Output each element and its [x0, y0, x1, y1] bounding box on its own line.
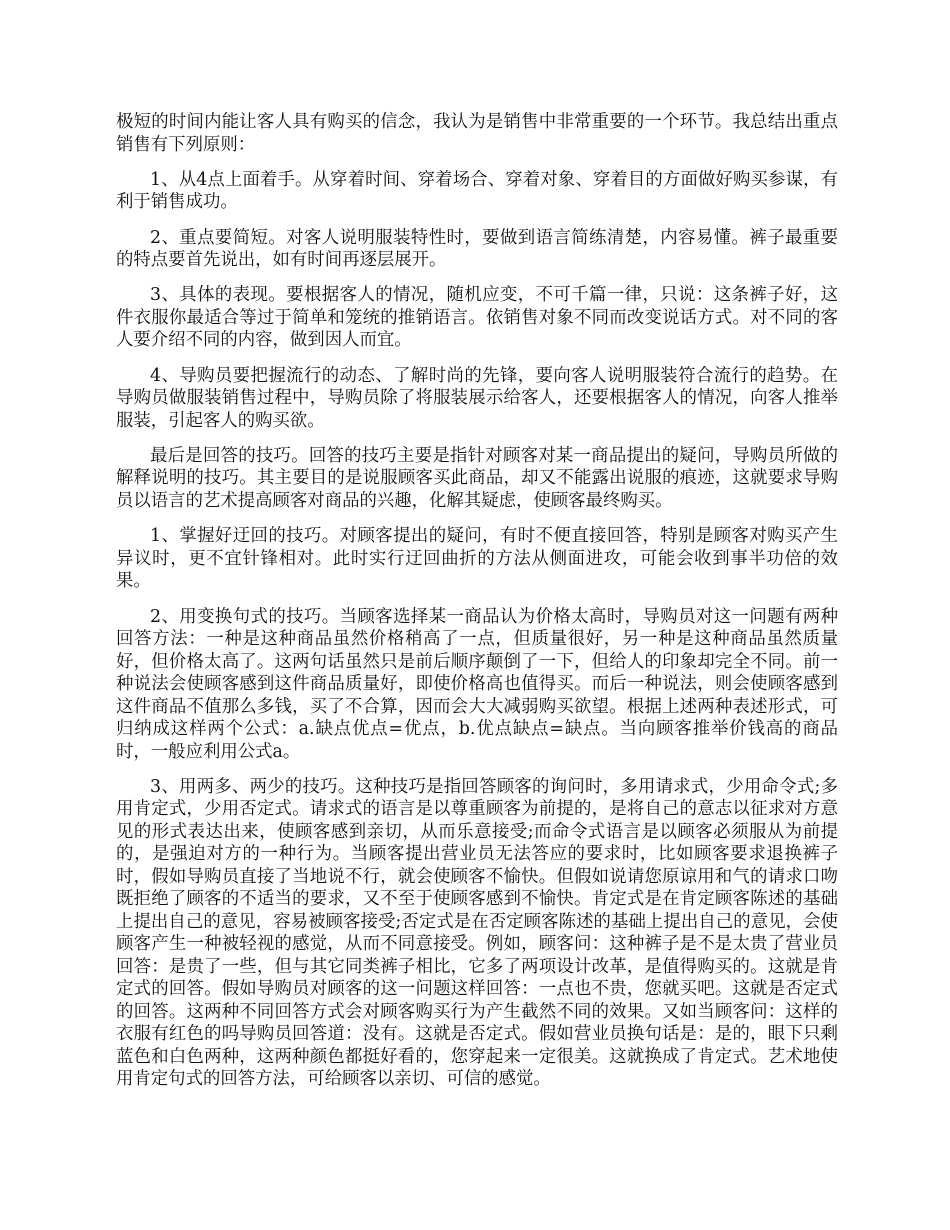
- paragraph-principle-4: 4、导购员要把握流行的动态、了解时尚的先锋，要向客人说明服装符合流行的趋势。在导购员做服装销售过程中，导购员除了将服装展示给客人，还要根据客人的情况，向客人推举服装，引起客人的购买欲。: [116, 365, 838, 431]
- document-body: [116, 111, 838, 1104]
- paragraph-answer-skills: 最后是回答的技巧。回答的技巧主要是指针对顾客对某一商品提出的疑问，导购员所做的解释说明的技巧。其主要目的是说服顾客买此商品，却又不能露出说服的痕迹，这就要求导购员以语言的艺术提高顾客对商品的兴趣，化解其疑虑，使顾客最终购买。: [116, 445, 838, 511]
- paragraph-skill-3: 3、用两多、两少的技巧。这种技巧是指回答顾客的询问时，多用请求式，少用命令式;多用肯定式，少用否定式。请求式的语言是以尊重顾客为前提的，是将自己的意志以征求对方意见的形式表达出来，使顾客感到亲切，从而乐意接受;而命令式语言是以顾客必须服从为前提的，是强迫对方的一种行为。当顾客提出营业员无法答应的要求时，比如顾客要求退换裤子时，假如导购员直接了当地说不行，就会使顾客不愉快。但假如说请您原谅用和气的请求口吻既拒绝了顾客的不适当的要求，又不至于使顾客感到不愉快。肯定式是在肯定顾客陈述的基础上提出自己的意见，容易被顾客接受;否定式是在否定顾客陈述的基础上提出自己的意见，会使顾客产生一种被轻视的感觉，从而不同意接受。例如，顾客问：这种裤子是不是太贵了营业员回答：是贵了一些，但与其它同类裤子相比，它多了两项设计改革，是值得购买的。这就是肯定式的回答。假如导购员对顾客的这一问题这样回答：一点也不贵，您就买吧。这就是否定式的回答。这两种不同回答方式会对顾客购买行为产生截然不同的效果。又如当顾客问：这样的衣服有红色的吗导购员回答道：没有。这就是否定式。假如营业员换句话是：是的，眼下只剩蓝色和白色两种，这两种颜色都挺好看的，您穿起来一定很美。这就换成了肯定式。艺术地使用肯定句式的回答方法，可给顾客以亲切、可信的感觉。: [116, 776, 838, 1090]
- paragraph-intro: 极短的时间内能让客人具有购买的信念，我认为是销售中非常重要的一个环节。我总结出重点销售有下列原则：: [116, 112, 838, 155]
- paragraph-principle-3: 3、具体的表现。要根据客人的情况，随机应变，不可千篇一律，只说：这条裤子好，这件衣服你最适合等过于简单和笼统的推销语言。依销售对象不同而改变说话方式。对不同的客人要介绍不同的内容，做到因人而宜。: [116, 285, 838, 351]
- paragraph-skill-2: 2、用变换句式的技巧。当顾客选择某一商品认为价格太高时，导购员对这一问题有两种回答方法：一种是这种商品虽然价格稍高了一点，但质量很好，另一种是这种商品虽然质量好，但价格太高了。这两句话虽然只是前后顺序颠倒了一下，但给人的印象却完全不同。前一种说法会使顾客感到这件商品质量好，即使价格高也值得买。而后一种说法，则会使顾客感到这件商品不值那么多钱，买了不合算，因而会大大减弱购买欲望。根据上述两种表述形式，可归纳成这样两个公式：a.缺点优点=优点，b.优点缺点=缺点。当向顾客推举价钱高的商品时，一般应利用公式a。: [116, 606, 838, 762]
- paragraph-skill-1: 1、掌握好迂回的技巧。对顾客提出的疑问，有时不便直接回答，特别是顾客对购买产生异议时，更不宜针锋相对。此时实行迂回曲折的方法从侧面进攻，可能会收到事半功倍的效果。: [116, 526, 838, 592]
- paragraph-principle-2: 2、重点要简短。对客人说明服装特性时，要做到语言简练清楚，内容易懂。裤子最重要的特点要首先说出，如有时间再逐层展开。: [116, 227, 838, 271]
- paragraph-principle-1: 1、从4点上面着手。从穿着时间、穿着场合、穿着对象、穿着目的方面做好购买参谋，有利于销售成功。: [116, 169, 838, 213]
